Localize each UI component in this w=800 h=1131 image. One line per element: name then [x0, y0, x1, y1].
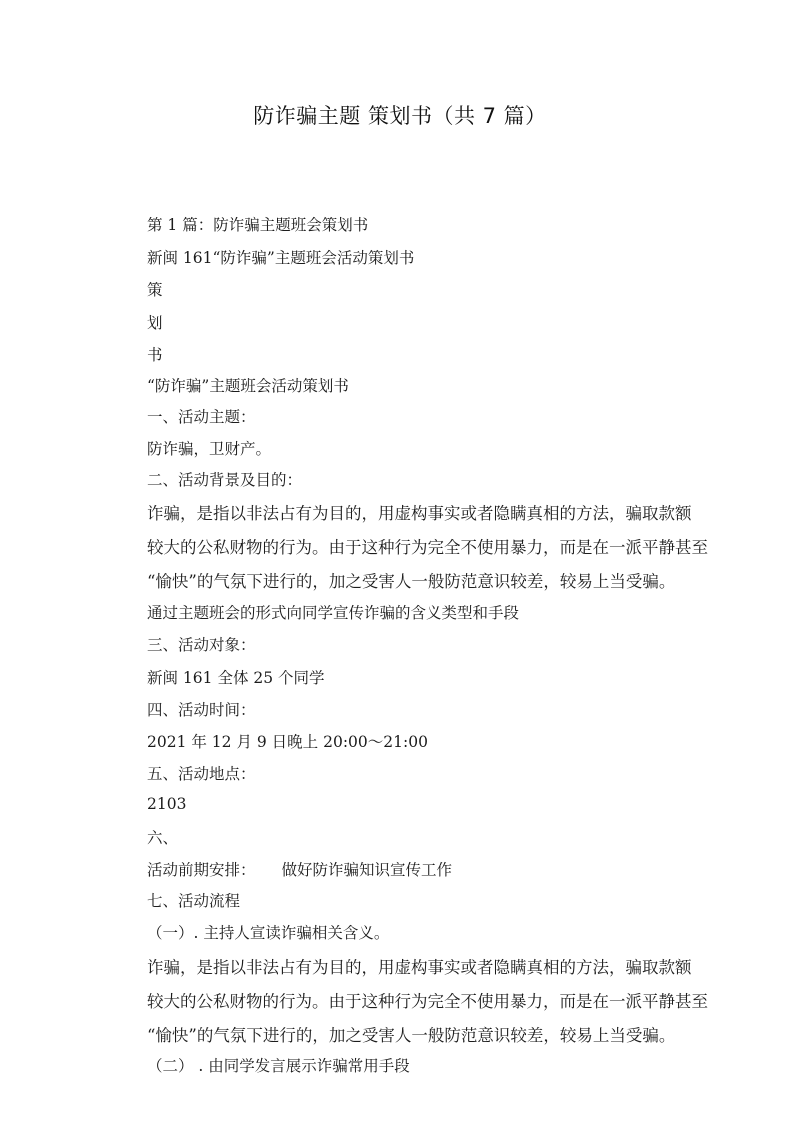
section-heading-theme: 一、活动主题： — [147, 408, 256, 426]
paragraph-line: “愉快”的气氛下进行的，加之受害人一般防范意识较差，较易上当受骗。 — [147, 1026, 676, 1045]
vertical-char-3: 书 — [147, 346, 163, 364]
process-step-1: （一）. 主持人宣读诈骗相关含义。 — [147, 924, 390, 942]
preparation-label: 活动前期安排： — [147, 861, 256, 879]
section-heading-location: 五、活动地点： — [147, 765, 256, 783]
time-text: 2021 年 12 月 9 日晚上 20:00～21:00 — [147, 733, 428, 751]
section-heading-audience: 三、活动对象： — [147, 636, 256, 654]
chapter-heading: 第 1 篇：防诈骗主题班会策划书 — [147, 216, 369, 234]
preparation-row — [147, 858, 452, 880]
paragraph-line: 诈骗，是指以非法占有为目的，用虚构事实或者隐瞒真相的方法，骗取款额 — [147, 504, 692, 523]
section-heading-background: 二、活动背景及目的： — [147, 471, 303, 489]
theme-text: 防诈骗，卫财产。 — [147, 440, 272, 458]
section-heading-time: 四、活动时间： — [147, 701, 256, 719]
section-heading-six: 六、 — [147, 829, 179, 847]
plan-subtitle: 新闽 161“防诈骗”主题班会活动策划书 — [147, 249, 415, 267]
plan-name: “防诈骗”主题班会活动策划书 — [147, 377, 349, 395]
vertical-char-1: 策 — [147, 281, 163, 299]
purpose-text: 通过主题班会的形式向同学宣传诈骗的含义类型和手段 — [147, 604, 520, 622]
paragraph-line: 较大的公私财物的行为。由于这种行为完全不使用暴力，而是在一派平静甚至 — [147, 992, 708, 1011]
process-step-2: （二） . 由同学发言展示诈骗常用手段 — [147, 1057, 410, 1075]
section-heading-process: 七、活动流程 — [147, 892, 241, 910]
vertical-char-2: 划 — [147, 314, 163, 332]
location-text: 2103 — [147, 795, 187, 813]
preparation-text: 做好防诈骗知识宣传工作 — [281, 861, 453, 879]
paragraph-line: 诈骗，是指以非法占有为目的，用虚构事实或者隐瞒真相的方法，骗取款额 — [147, 958, 692, 977]
paragraph-line: “愉快”的气氛下进行的，加之受害人一般防范意识较差，较易上当受骗。 — [147, 572, 676, 591]
audience-text: 新闽 161 全体 25 个同学 — [147, 669, 325, 687]
document-title: 防诈骗主题 策划书（共 7 篇） — [253, 104, 547, 128]
paragraph-line: 较大的公私财物的行为。由于这种行为完全不使用暴力，而是在一派平静甚至 — [147, 538, 708, 557]
